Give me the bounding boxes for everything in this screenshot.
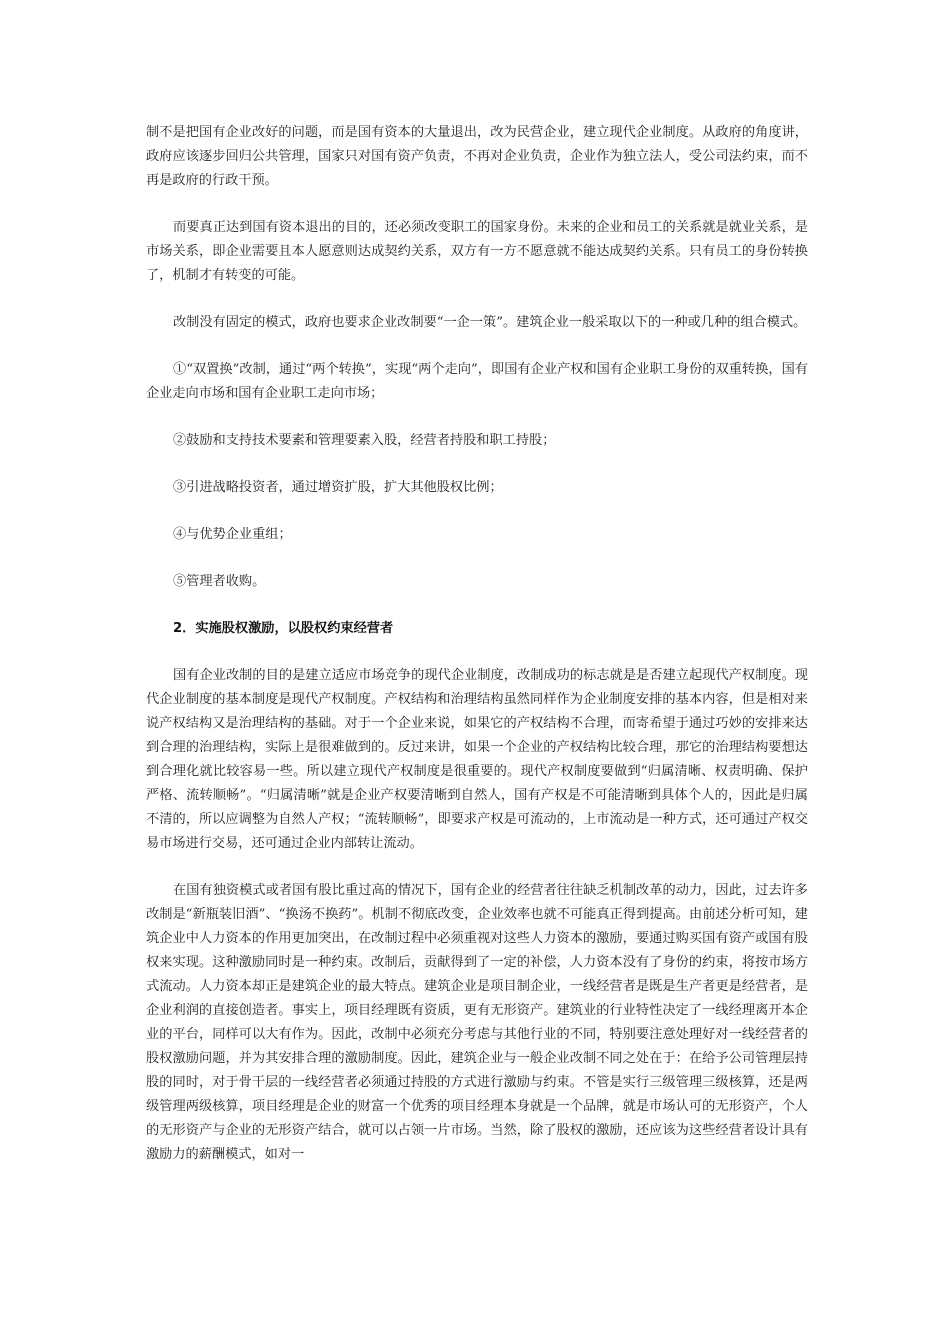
paragraph-reform-modes-intro: 改制没有固定的模式，政府也要求企业改制要“一企一策”。建筑企业一般采取以下的一种或几种的组合模式。 — [173, 315, 807, 330]
paragraph-spacer — [146, 453, 808, 476]
document-body — [146, 121, 808, 1167]
list-item-mode-4: ④与优势企业重组； — [173, 527, 292, 542]
list-item-mode-5: ⑤管理者收购。 — [173, 574, 266, 589]
paragraph-spacer — [146, 547, 808, 570]
paragraph-spacer — [146, 641, 808, 664]
paragraph-property-rights: 国有企业改制的目的是建立适应市场竞争的现代企业制度，改制成功的标志就是是否建立起现代产权制度。现代企业制度的基本制度是现代产权制度。产权结构和治理结构虽然同样作为企业制度安排的基本内容，但是相对来说产权结构又是治理结构的基础。对于一个企业来说，如果它的产权结构不合理，而寄希望于通过巧妙的安排来达到合理的治理结构，实际上是很难做到的。反过来讲，如果一个企业的产权结构比较合理，那它的治理结构要想达到合理化就比较容易一些。所以建立现代产权制度是很重要的。现代产权制度要做到“归属清晰、权责明确、保护严格、流转顺畅”。“归属清晰”就是企业产权要清晰到自然人，国有产权是不可能清晰到具体个人的，因此是归属不清的，所以应调整为自然人产权；“流转顺畅”，即要求产权是可流动的，上市流动是一种方式，还可通过产权交易市场进行交易，还可通过企业内部转让流动。 — [146, 668, 808, 851]
paragraph-employee-identity: 而要真正达到国有资本退出的目的，还必须改变职工的国家身份。未来的企业和员工的关系就是就业关系，是市场关系，即企业需要且本人愿意则达成契约关系，双方有一方不愿意就不能达成契约关系。只有员工的身份转换了，机制才有转变的可能。 — [146, 220, 808, 283]
paragraph-spacer — [146, 500, 808, 523]
paragraph-spacer — [146, 856, 808, 879]
paragraph-spacer — [146, 288, 808, 311]
section-heading-equity-incentive: 2．实施股权激励，以股权约束经营者 — [173, 621, 394, 636]
list-item-mode-3: ③引进战略投资者，通过增资扩股，扩大其他股权比例； — [173, 480, 503, 495]
paragraph-spacer — [146, 406, 808, 429]
paragraph-spacer — [146, 335, 808, 358]
paragraph-human-capital: 在国有独资模式或者国有股比重过高的情况下，国有企业的经营者往往缺乏机制改革的动力，因此，过去许多改制是“新瓶装旧酒”、“换汤不换药”。机制不彻底改变，企业效率也就不可能真正得到提高。由前述分析可知，建筑企业中人力资本的作用更加突出，在改制过程中必须重视对这些人力资本的激励，要通过购买国有资产或国有股权来实现。这种激励同时是一种约束。改制后，贡献得到了一定的补偿，人力资本没有了身份的约束，将按市场方式流动。人力资本却正是建筑企业的最大特点。建筑企业是项目制企业，一线经营者是既是生产者更是经营者，是企业利润的直接创造者。事实上，项目经理既有资质，更有无形资产。建筑业的行业特性决定了一线经理离开本企业的平台，同样可以大有作为。因此，改制中必须充分考虑与其他行业的不同，特别要注意处理好对一线经营者的股权激励问题，并为其安排合理的激励制度。因此，建筑企业与一般企业改制不同之处在于：在给予公司管理层持股的同时，对于骨干层的一线经营者必须通过持股的方式进行激励与约束。不管是实行三级管理三级核算，还是两级管理两级核算，项目经理是企业的财富一个优秀的项目经理本身就是一个品牌，就是市场认可的无形资产，个人的无形资产与企业的无形资产结合，就可以占领一片市场。当然，除了股权的激励，还应该为这些经营者设计具有激励力的薪酬模式，如对一 — [146, 883, 808, 1162]
list-item-mode-2: ②鼓励和支持技术要素和管理要素入股，经营者持股和职工持股； — [173, 433, 556, 448]
paragraph-spacer — [146, 594, 808, 617]
list-item-mode-1: ①“双置换”改制，通过“两个转换”，实现“两个走向”，即国有企业产权和国有企业职工身份的双重转换，国有企业走向市场和国有企业职工走向市场； — [146, 362, 808, 401]
paragraph-continuation: 制不是把国有企业改好的问题，而是国有资本的大量退出，改为民营企业，建立现代企业制度。从政府的角度讲，政府应该逐步回归公共管理，国家只对国有资产负责，不再对企业负责，企业作为独立法人，受公司法约束，而不再是政府的行政干预。 — [146, 125, 808, 188]
paragraph-spacer — [146, 193, 808, 216]
